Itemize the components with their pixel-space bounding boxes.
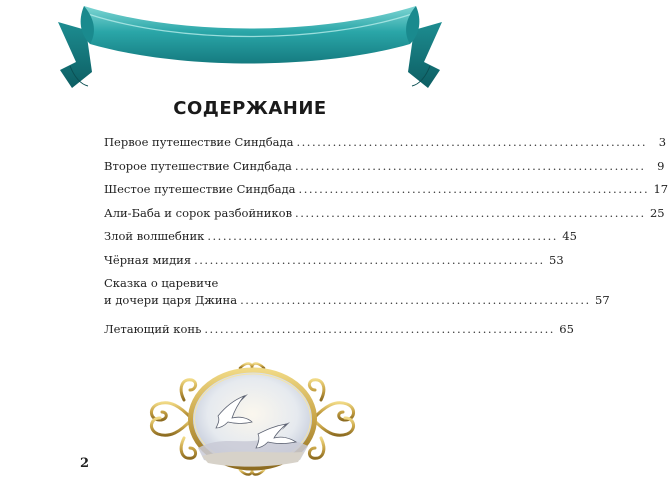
toc-entry-title: Али-Баба и сорок разбойников: [104, 205, 293, 220]
toc-entry-page: 65: [559, 322, 574, 336]
toc-leader-dots: ....................................................................: [194, 252, 545, 267]
table-of-contents: [104, 132, 668, 343]
toc-leader-dots: ....................................................................: [204, 322, 555, 336]
toc-entry-page: 57: [595, 293, 610, 307]
toc-entry-page: 53: [549, 252, 564, 267]
toc-entry-title-line2: и дочери царя Джина: [104, 293, 238, 307]
toc-entry-title: Шестое путешествие Синдбада: [104, 182, 296, 196]
toc-leader-dots: ....................................................................: [296, 135, 648, 149]
toc-leader-dots: ....................................................................: [298, 182, 650, 196]
toc-leader-dots: ....................................................................: [207, 229, 558, 243]
toc-leader-dots: ....................................................................: [294, 158, 646, 173]
toc-entry-page: 17: [653, 182, 668, 196]
toc-entry-title: Злой волшебник: [104, 229, 205, 243]
page-number: 2: [80, 456, 90, 471]
page-title: СОДЕРЖАНИЕ: [173, 98, 327, 119]
toc-entry-title: Второе путешествие Синдбада: [104, 158, 292, 173]
ribbon-banner-icon: [0, 0, 500, 95]
toc-entry-page: 3: [658, 135, 667, 149]
toc-entry[interactable]: [104, 203, 665, 227]
toc-entry[interactable]: [104, 226, 577, 250]
toc-entry[interactable]: [104, 273, 610, 319]
toc-entry[interactable]: [104, 156, 665, 180]
toc-entry-title-line1: Сказка о царевиче: [104, 276, 219, 290]
toc-entry-title: Летающий конь: [104, 322, 202, 336]
toc-leader-dots: ....................................................................: [295, 205, 646, 220]
toc-entry-page: 25: [649, 205, 665, 220]
toc-entry-page: 45: [562, 229, 577, 243]
toc-leader-dots: ....................................................................: [240, 293, 591, 307]
toc-entry-title: Чёрная мидия: [104, 252, 192, 267]
toc-entry[interactable]: [104, 132, 667, 156]
toc-entry[interactable]: [104, 179, 668, 203]
seagulls-vignette-icon: [140, 360, 365, 478]
toc-entry[interactable]: [104, 250, 564, 274]
toc-entry-page: 9: [657, 158, 665, 173]
toc-entry-title: Первое путешествие Синдбада: [104, 135, 294, 149]
toc-entry[interactable]: [104, 319, 574, 343]
